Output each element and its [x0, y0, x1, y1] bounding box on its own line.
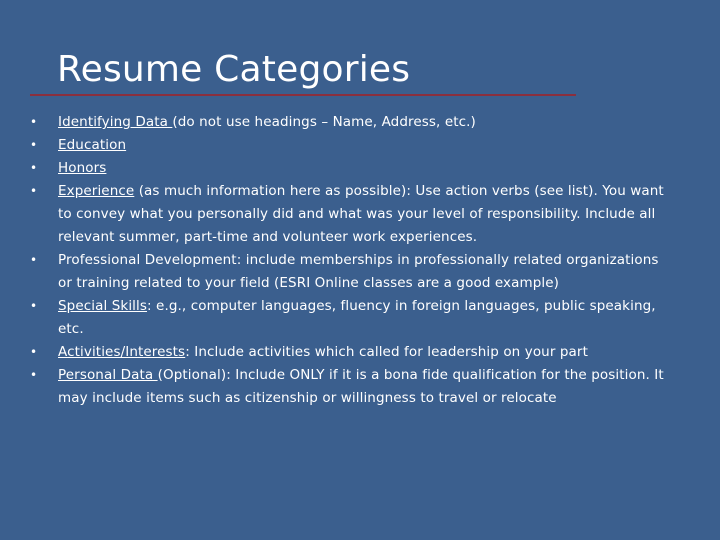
bullet-item-personal-data [0, 364, 720, 410]
bullet-lead: Experience [58, 183, 135, 199]
bullet-lead: Personal Data [58, 367, 158, 383]
bullet-dot-icon: • [30, 184, 38, 198]
bullet-text: (do not use headings – Name, Address, etc.) [172, 114, 476, 130]
bullet-item-experience [0, 180, 720, 249]
bullet-item-special-skills [0, 295, 720, 341]
bullet-lead: Education [58, 137, 127, 153]
title-divider [30, 94, 576, 96]
bullet-item-education [0, 134, 720, 157]
bullet-text: Professional Development: include memberships in professionally related organizations or training related to your field (ESRI Online classes are a good example) [58, 252, 659, 291]
bullet-dot-icon: • [30, 253, 38, 267]
bullet-lead: Activities/Interests [58, 344, 186, 360]
bullet-lead: Special Skills [58, 298, 148, 314]
bullet-dot-icon: • [30, 161, 38, 175]
bullet-dot-icon: • [30, 368, 38, 382]
bullet-text: (Optional): Include ONLY if it is a bona fide qualification for the position. It may include items such as citizenship or willingness to travel or relocate [58, 367, 664, 406]
bullet-item-identifying-data [0, 111, 720, 134]
bullet-dot-icon: • [30, 115, 38, 129]
bullet-item-professional-development [0, 249, 720, 295]
bullet-lead: Honors [58, 160, 107, 176]
bullet-item-honors [0, 157, 720, 180]
bullet-text: (as much information here as possible): Use action verbs (see list). You want to convey what you personally did and what was your level of responsibility. Include all relevant summer, part-time and volunteer work experiences. [58, 183, 664, 245]
bullet-item-activities-interests [0, 341, 720, 364]
bullet-text: : e.g., computer languages, fluency in foreign languages, public speaking, etc. [58, 298, 656, 337]
bullet-dot-icon: • [30, 299, 38, 313]
bullet-dot-icon: • [30, 138, 38, 152]
bullet-text: : Include activities which called for leadership on your part [185, 344, 588, 360]
slide-title: Resume Categories [57, 49, 411, 90]
bullet-lead: Identifying Data [58, 114, 173, 130]
bullet-dot-icon: • [30, 345, 38, 359]
bullet-list [0, 111, 720, 410]
